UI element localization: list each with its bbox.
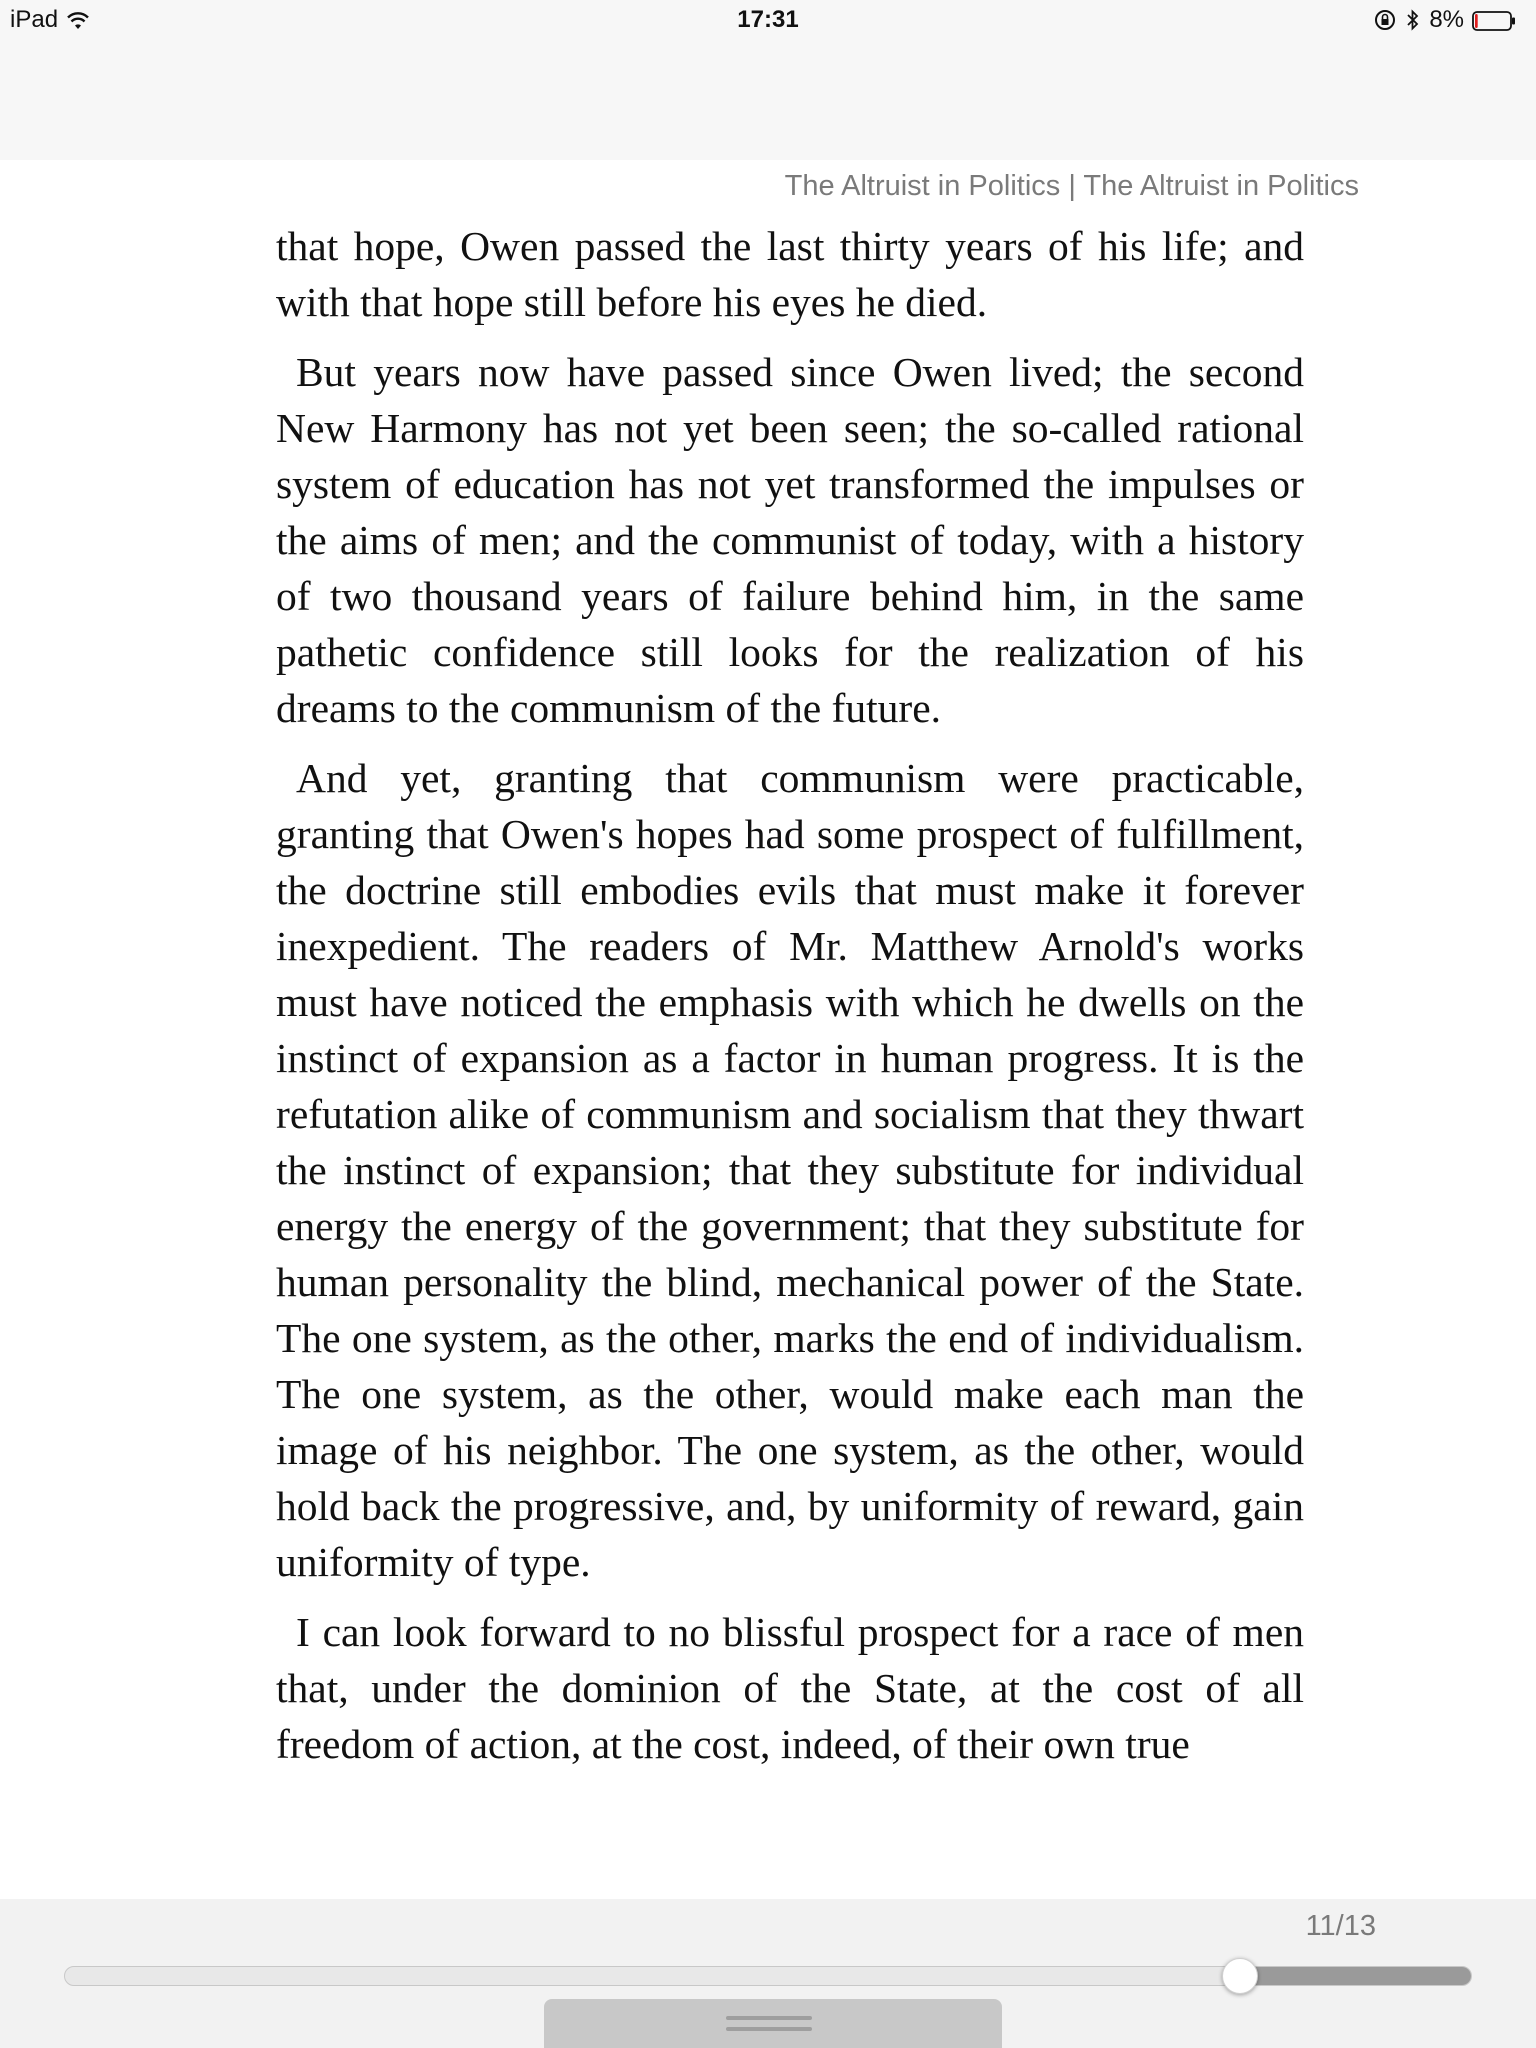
- bluetooth-icon: [1405, 8, 1421, 32]
- paragraph-1: that hope, Owen passed the last thirty years of his life; and with that hope still before his eyes he died.: [276, 223, 1304, 325]
- grip-line-top: [726, 2016, 812, 2020]
- status-right: [1373, 6, 1516, 34]
- page-scrubber-track[interactable]: [64, 1966, 1472, 1986]
- paragraph-4: I can look forward to no blissful prospect for a race of men that, under the dominion of the State, at the cost of all freedom of action, at the cost, indeed, of their own true: [276, 1609, 1304, 1767]
- status-time: 17:31: [737, 6, 799, 33]
- status-bar: [0, 0, 1536, 42]
- page-scrubber-thumb[interactable]: [1222, 1958, 1258, 1994]
- grip-line-bottom: [726, 2027, 812, 2031]
- running-header: The Altruist in Politics | The Altruist in Politics: [784, 170, 1359, 202]
- battery-percent: 8%: [1429, 6, 1464, 33]
- device-name: iPad: [10, 6, 59, 33]
- top-toolbar: [0, 0, 1536, 160]
- paragraph-2: But years now have passed since Owen lived; the second New Harmony has not yet been seen; the so-called rational system of education has not yet transformed the impulses or the aims of men; and the communist of today, with a history of two thousand years of failure behind him, in the same pathetic confidence still looks for the realization of his dreams to the communism of the future.: [276, 349, 1304, 731]
- orientation-lock-icon: [1373, 8, 1397, 32]
- page-counter: 11/13: [1305, 1910, 1376, 1942]
- paragraph-3: And yet, granting that communism were practicable, granting that Owen's hopes had some prospect of fulfillment, the doctrine still embodies evils that must make it forever inexpedient. The readers of Mr. Matthew Arnold's works must have noticed the emphasis with which he dwells on the instinct of expansion as a factor in human progress. It is the refutation alike of communism and socialism that they thwart the instinct of expansion; that they substitute for individual energy the energy of the government; that they substitute for human personality the blind, mechanical power of the State. The one system, as the other, marks the end of individualism. The one system, as the other, would make each man the image of his neighbor. The one system, as the other, would hold back the progressive, and, by uniformity of reward, gain uniformity of type.: [276, 755, 1304, 1585]
- battery-icon: [1472, 10, 1516, 30]
- book-page[interactable]: [276, 218, 1304, 1786]
- page-scrubber-fill: [1241, 1967, 1472, 1985]
- contents-drawer-handle[interactable]: [544, 1999, 1002, 2048]
